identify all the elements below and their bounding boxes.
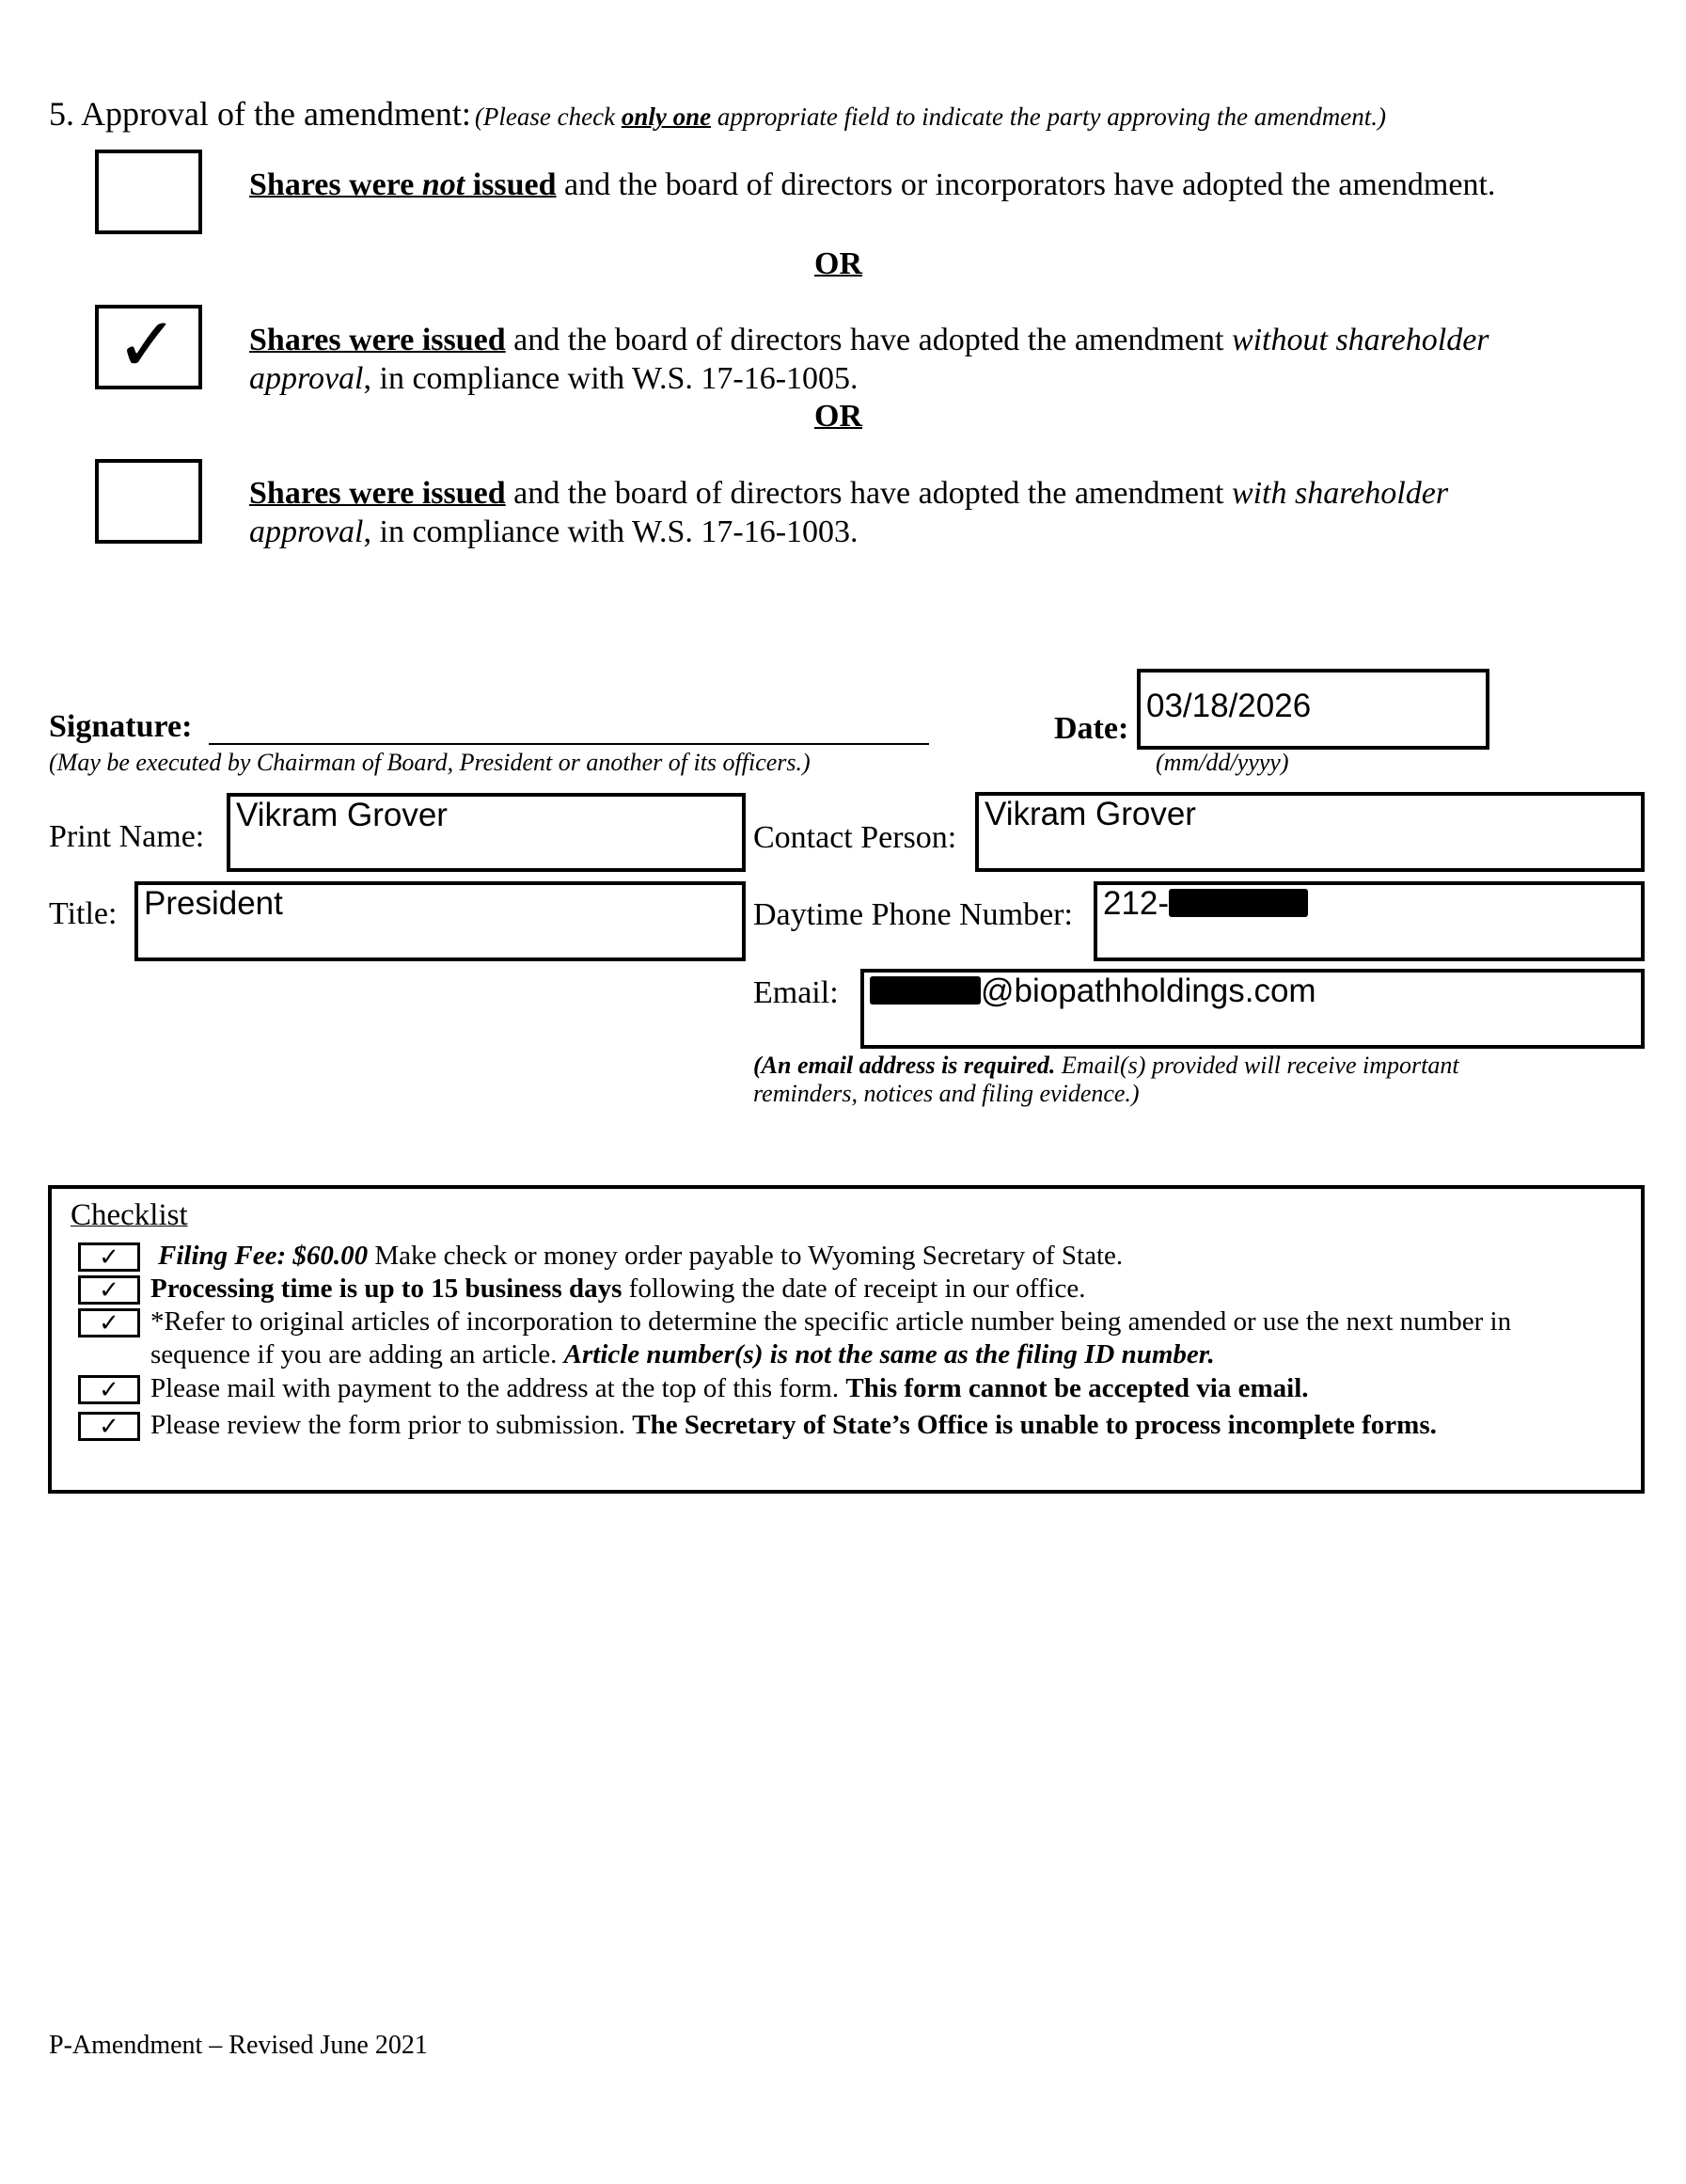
print-name-label: Print Name: (49, 819, 205, 854)
date-value: 03/18/2026 (1146, 688, 1312, 724)
signature-note: (May be executed by Chairman of Board, President or another of its officers.) (49, 749, 811, 776)
section-instruction: (Please check only one appropriate field to indicate the party approving the amendment.) (474, 103, 1386, 131)
email-field[interactable] (860, 969, 1645, 1049)
checklist-checkbox[interactable]: ✓ (78, 1242, 140, 1272)
print-name-field[interactable] (227, 793, 746, 872)
phone-label: Daytime Phone Number: (753, 897, 1073, 932)
checklist-item-fee: Filing Fee: $60.00 Make check or money order payable to Wyoming Secretary of State. (158, 1241, 1124, 1271)
title-label: Title: (49, 896, 118, 931)
date-label: Date: (1054, 711, 1129, 746)
checklist-item-processing: Processing time is up to 15 business days following the date of receipt in our office. (150, 1274, 1086, 1304)
contact-person-label: Contact Person: (753, 820, 957, 855)
checklist-item-article: *Refer to original articles of incorporation to determine the specific article number being amended or use the next number in sequence if you are adding an article. Article number(s) is not the same as the filing ID number. (150, 1306, 1512, 1369)
email-label: Email: (753, 975, 839, 1010)
checklist-checkbox[interactable]: ✓ (78, 1375, 140, 1404)
redaction-block (870, 976, 981, 1005)
title-value: President (144, 885, 283, 922)
option-issued-with-approval-text: Shares were issued and the board of directors have adopted the amendment with shareholder approval, in compliance with W.S. 17-16-1003. (249, 476, 1449, 549)
phone-value: 212- (1103, 885, 1308, 923)
checklist-title: Checklist (71, 1198, 188, 1232)
section-heading (49, 94, 1386, 134)
contact-person-field[interactable] (975, 792, 1645, 872)
checklist-checkbox[interactable]: ✓ (78, 1308, 140, 1337)
section-title: 5. Approval of the amendment: (49, 95, 471, 133)
checklist-checkbox[interactable]: ✓ (78, 1275, 140, 1305)
checklist-item-mail: Please mail with payment to the address at the top of this form. This form cannot be accepted via email. (150, 1373, 1309, 1403)
signature-label: Signature: (49, 709, 193, 744)
option-issued-without-approval-checkbox[interactable] (95, 301, 202, 389)
option-issued-with-approval-checkbox[interactable] (95, 459, 202, 544)
email-value: @biopathholdings.com (870, 973, 1316, 1010)
or-separator: OR (814, 399, 862, 434)
phone-field[interactable] (1094, 881, 1645, 961)
signature-line[interactable] (209, 743, 929, 745)
redaction-block (1169, 889, 1308, 917)
date-format-hint: (mm/dd/yyyy) (1156, 749, 1289, 776)
checklist-checkbox[interactable]: ✓ (78, 1412, 140, 1441)
date-field[interactable] (1137, 669, 1489, 750)
checklist-item-review: Please review the form prior to submission. The Secretary of State’s Office is unable to process incomplete forms. (150, 1410, 1437, 1440)
contact-person-value: Vikram Grover (985, 796, 1196, 832)
print-name-value: Vikram Grover (236, 797, 448, 833)
option-issued-without-approval-text: Shares were issued and the board of directors have adopted the amendment without shareholder approval, in compliance with W.S. 17-16-1005. (249, 323, 1489, 396)
or-separator: OR (814, 246, 862, 281)
title-field[interactable] (134, 881, 746, 961)
revision-footer: P-Amendment – Revised June 2021 (49, 2031, 428, 2060)
email-note: (An email address is required. Email(s) provided will receive important reminders, notices and filing evidence.) (753, 1052, 1459, 1107)
option-not-issued-checkbox[interactable] (95, 150, 202, 234)
check-mark-icon: ✓ (116, 301, 180, 388)
option-not-issued-text: Shares were not issued and the board of directors or incorporators have adopted the amendment. (249, 167, 1496, 202)
